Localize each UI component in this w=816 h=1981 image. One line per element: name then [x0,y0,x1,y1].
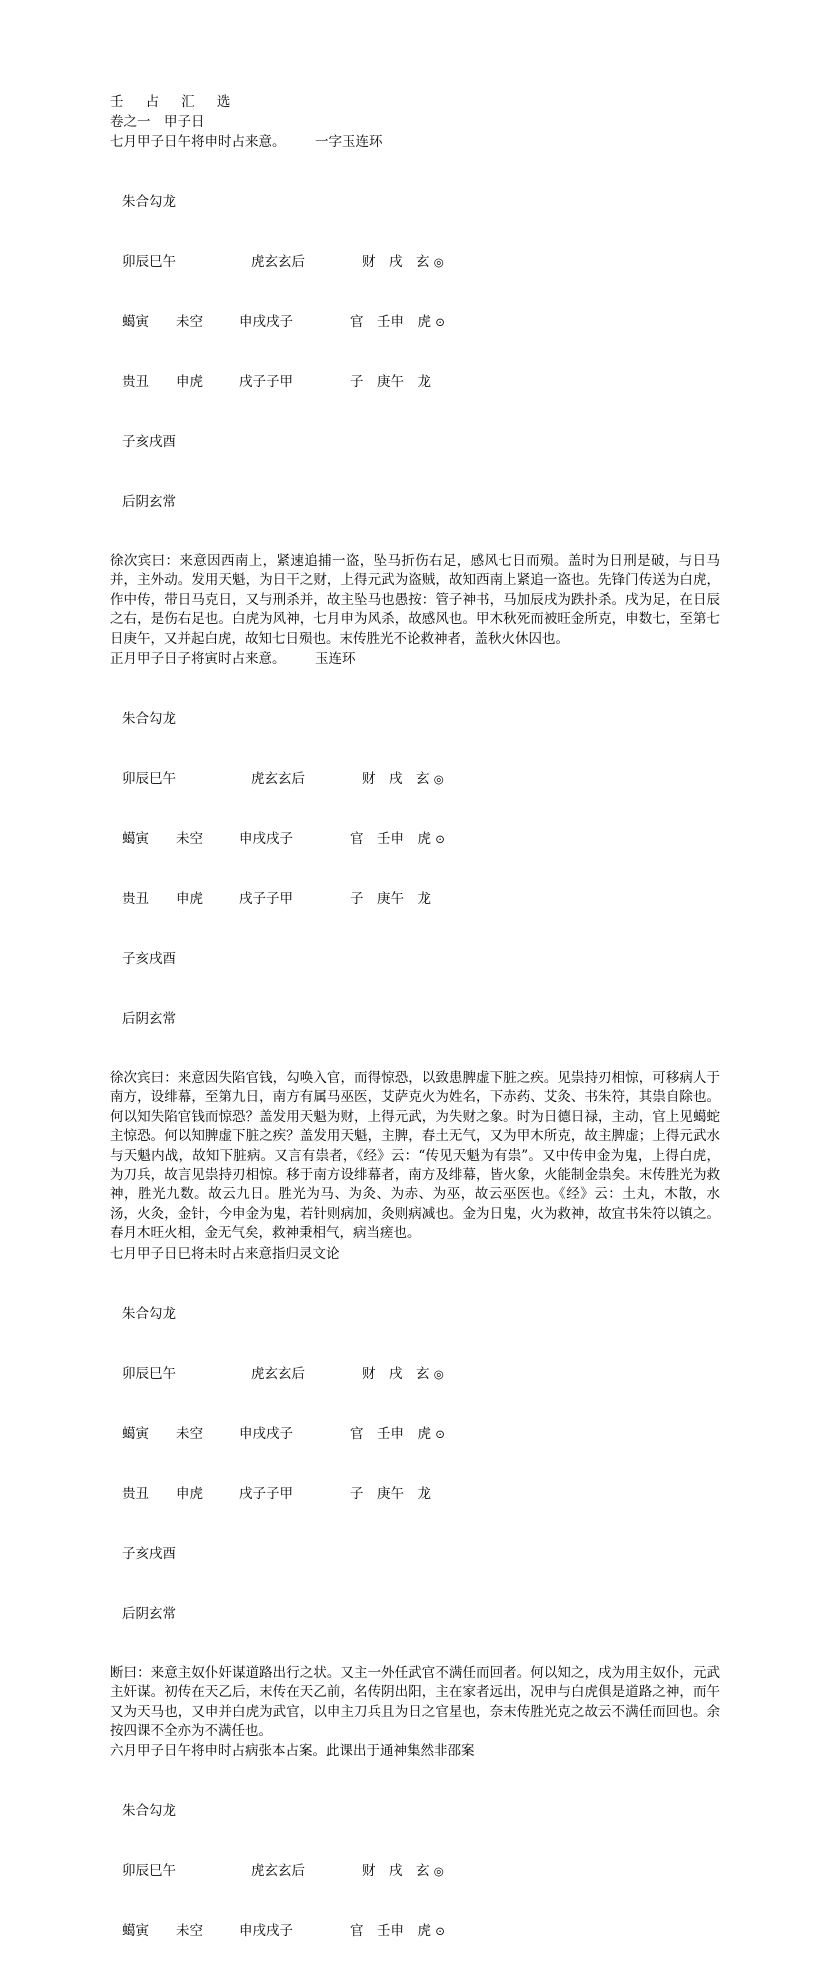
double-circle-icon: ◎ [433,255,444,269]
chart-col3-row2 [350,829,445,849]
chart-row2-left: 䗶寅 未空 [122,1923,203,1940]
chart-spirits-top: 朱合勾龙 [122,711,176,728]
chart-col2-row1: 虎玄玄后 [251,1365,305,1382]
chart-col3-row3-label: 子 [350,374,364,390]
chart-row3-left: 贵丑 申虎 [122,374,203,390]
chart-col2-row1: 虎玄玄后 [251,1863,305,1880]
chart-col3-row1 [362,1861,444,1881]
chart-col3-row2-value: 壬申 虎 [363,1425,431,1442]
chart-col3-row3 [350,889,431,909]
chart-col3-row1-label: 财 [362,254,376,270]
circled-dot-icon: ⊙ [435,1426,445,1441]
circled-dot-icon: ⊙ [435,1924,445,1939]
double-circle-icon: ◎ [433,1864,444,1879]
chart-col2-row2: 申戌戌子 [239,1923,293,1940]
chart-row3-left: 贵丑 申虎 [122,891,203,908]
chart-col3-row2-label: 官 [350,1425,364,1442]
chart-col3-row2 [350,1921,445,1941]
circled-dot-icon: ⊙ [435,315,445,329]
chart-col3-row1-value: 戌 玄 [375,1863,430,1880]
chart-col2-row3: 戌子子甲 [239,374,293,390]
chart-col2-row2: 申戌戌子 [239,1425,293,1442]
chart-col2-row2: 申戌戌子 [239,831,293,848]
section-heading-text: 六月甲子日午将申时占病张本占案。 [110,1743,326,1760]
volume-label: 卷之一 甲子日 [110,114,205,130]
chart-row3-left: 贵丑 申虎 [122,1485,203,1502]
chart-branches-bottom: 子亥戌酉 [122,951,176,968]
chart-col2-row3: 戌子子甲 [239,1485,293,1502]
section-heading-note: 一字玉连环 [315,134,383,150]
chart-col3-row3-value: 庚午 龙 [363,891,431,908]
chart-col3-row1-value: 戌 玄 [375,771,430,788]
section-heading-note: 此课出于通神集然非邵案 [326,1743,475,1760]
chart-col3-row2-value: 壬申 虎 [363,831,431,848]
section-heading-4 [110,1741,720,1761]
chart-col3-row2 [350,312,445,332]
chart-col3-row2-label: 官 [350,314,364,330]
chart-col3-row3 [350,1484,431,1504]
chart-col3-row3 [350,372,431,392]
chart-spirits-top: 朱合勾龙 [122,194,176,210]
section-body-3: 断曰：来意主奴仆奸谋道路出行之状。又主一外任武官不满任而回者。何以知之，戌为用主奴仆，元武主奸谋。初传在天乙后，末传在天乙前，名传阴出阳，主在家者远出，况申与白虎俱是道路之神，而午又为天马也，又申并白虎为武官，以申主刀兵且为日之官星也，奈末传胜光克之故云不满任而回也。余按四课不全亦为不满任也。 [110,1664,720,1739]
chart-spirits-bottom: 后阴玄常 [122,1605,176,1622]
divination-chart-2 [110,669,720,1069]
section-heading-text: 正月甲子日子将寅时占来意。 [110,651,286,668]
chart-branches-bottom: 子亥戌酉 [122,1545,176,1562]
circled-dot-icon: ⊙ [435,832,445,847]
divination-chart-1 [110,152,720,552]
section-body-1: 徐次宾曰：来意因西南上，紧速追捕一盗，坠马折伤右足，感风七日而殒。盖时为日刑是破，与日马并，主外动。发用天魁，为日干之财，上得元武为盗贼，故知西南上紧追一盗也。先锋门传送为白虎，作中传，带日马克日，又与刑杀并，故主坠马也愚按：管子神书，马加辰戌为跌扑杀。戌为足，在日辰之右，是伤右足也。白虎为风神，七月申为风杀，故感风也。甲木秋死而被旺金所克，申数七，至第七日庚午，又并起白虎，故知七日殒也。末传胜光不论救神者，盖秋火休囚也。 [110,553,720,647]
chart-branches-row: 卯辰巳午 [122,254,176,270]
chart-spirits-top: 朱合勾龙 [122,1803,176,1820]
chart-branches-bottom: 子亥戌酉 [122,434,176,450]
chart-row2-left: 䗶寅 未空 [122,314,203,330]
chart-col2-row3: 戌子子甲 [239,891,293,908]
chart-col3-row1-value: 戌 玄 [375,254,430,270]
section-heading-note: 玉连环 [315,651,356,668]
section-heading-3 [110,1244,720,1264]
chart-col2-row1: 虎玄玄后 [251,254,305,270]
chart-col3-row1-value: 戌 玄 [375,1365,430,1382]
chart-col3-row1 [362,252,444,272]
section-heading-2 [110,649,720,669]
chart-col3-row2-value: 壬申 虎 [363,1923,431,1940]
document-title: 壬 占 汇 选 [110,94,235,110]
chart-spirits-top: 朱合勾龙 [122,1305,176,1322]
chart-row2-left: 䗶寅 未空 [122,1425,203,1442]
chart-col3-row3-value: 庚午 龙 [363,374,431,390]
chart-branches-row: 卯辰巳午 [122,771,176,788]
double-circle-icon: ◎ [433,772,444,787]
section-body-2: 徐次宾曰：来意因失陷官钱，勾唤入官，而得惊恐，以致患脾虚下脏之疾。见祟持刃相惊，可移病人于南方，设绯幕，至第九日，南方有属马巫医，艾萨克火为姓名，下赤药、艾灸、书朱符，其祟自除也。何以知失陷官钱而惊恐？盖发用天魁为财，上得元武，为失财之象。时为日德日禄，主动，官上见䗶蛇主惊恐。何以知脾虚下脏之疾？盖发用天魁，主脾，春土无气，又为甲木所克，故主脾虚；上得元武水与天魁内战，故知下脏病。又言有祟者，《经》云：“传见天魁为有祟”。又中传申金为鬼，上得白虎，为刀兵，故言见祟持刃相惊。移于南方设绯幕者，南方及绯幕，皆火象，火能制金祟矣。末传胜光为救神，胜光九数。故云九日。胜光为马、为灸、为赤、为巫，故云巫医也。《经》云：土丸，木散，水汤，火灸，金针，今申金为鬼，若针则病加，灸则病减也。金为日鬼，火为救神，故宜书朱符以镇之。春月木旺火相，金无气矣，救神秉相气，病当瘥也。 [110,1070,720,1242]
divination-chart-3 [110,1264,720,1664]
chart-branches-row: 卯辰巳午 [122,1863,176,1880]
chart-branches-row: 卯辰巳午 [122,1365,176,1382]
chart-col3-row1 [362,1364,444,1384]
section-heading-1 [110,132,720,152]
chart-spirits-bottom: 后阴玄常 [122,494,176,510]
chart-col3-row2 [350,1424,445,1444]
chart-col2-row1: 虎玄玄后 [251,771,305,788]
chart-row2-left: 䗶寅 未空 [122,831,203,848]
section-heading-text: 七月甲子日巳将未时占来意指归灵文论 [110,1245,340,1262]
chart-col3-row1-label: 财 [362,1863,376,1880]
divination-chart-4 [110,1761,720,1981]
chart-spirits-bottom: 后阴玄常 [122,1011,176,1028]
chart-col3-row1-label: 财 [362,1365,376,1382]
chart-col3-row2-value: 壬申 虎 [363,314,431,330]
chart-col3-row2-label: 官 [350,1923,364,1940]
chart-col3-row1 [362,769,444,789]
chart-col3-row2-label: 官 [350,831,364,848]
chart-col3-row1-label: 财 [362,771,376,788]
chart-col3-row3-value: 庚午 龙 [363,1485,431,1502]
chart-col3-row3-label: 子 [350,1485,364,1502]
chart-col3-row3-label: 子 [350,891,364,908]
double-circle-icon: ◎ [433,1366,444,1381]
section-heading-text: 七月甲子日午将申时占来意。 [110,134,286,150]
chart-col2-row2: 申戌戌子 [239,314,293,330]
